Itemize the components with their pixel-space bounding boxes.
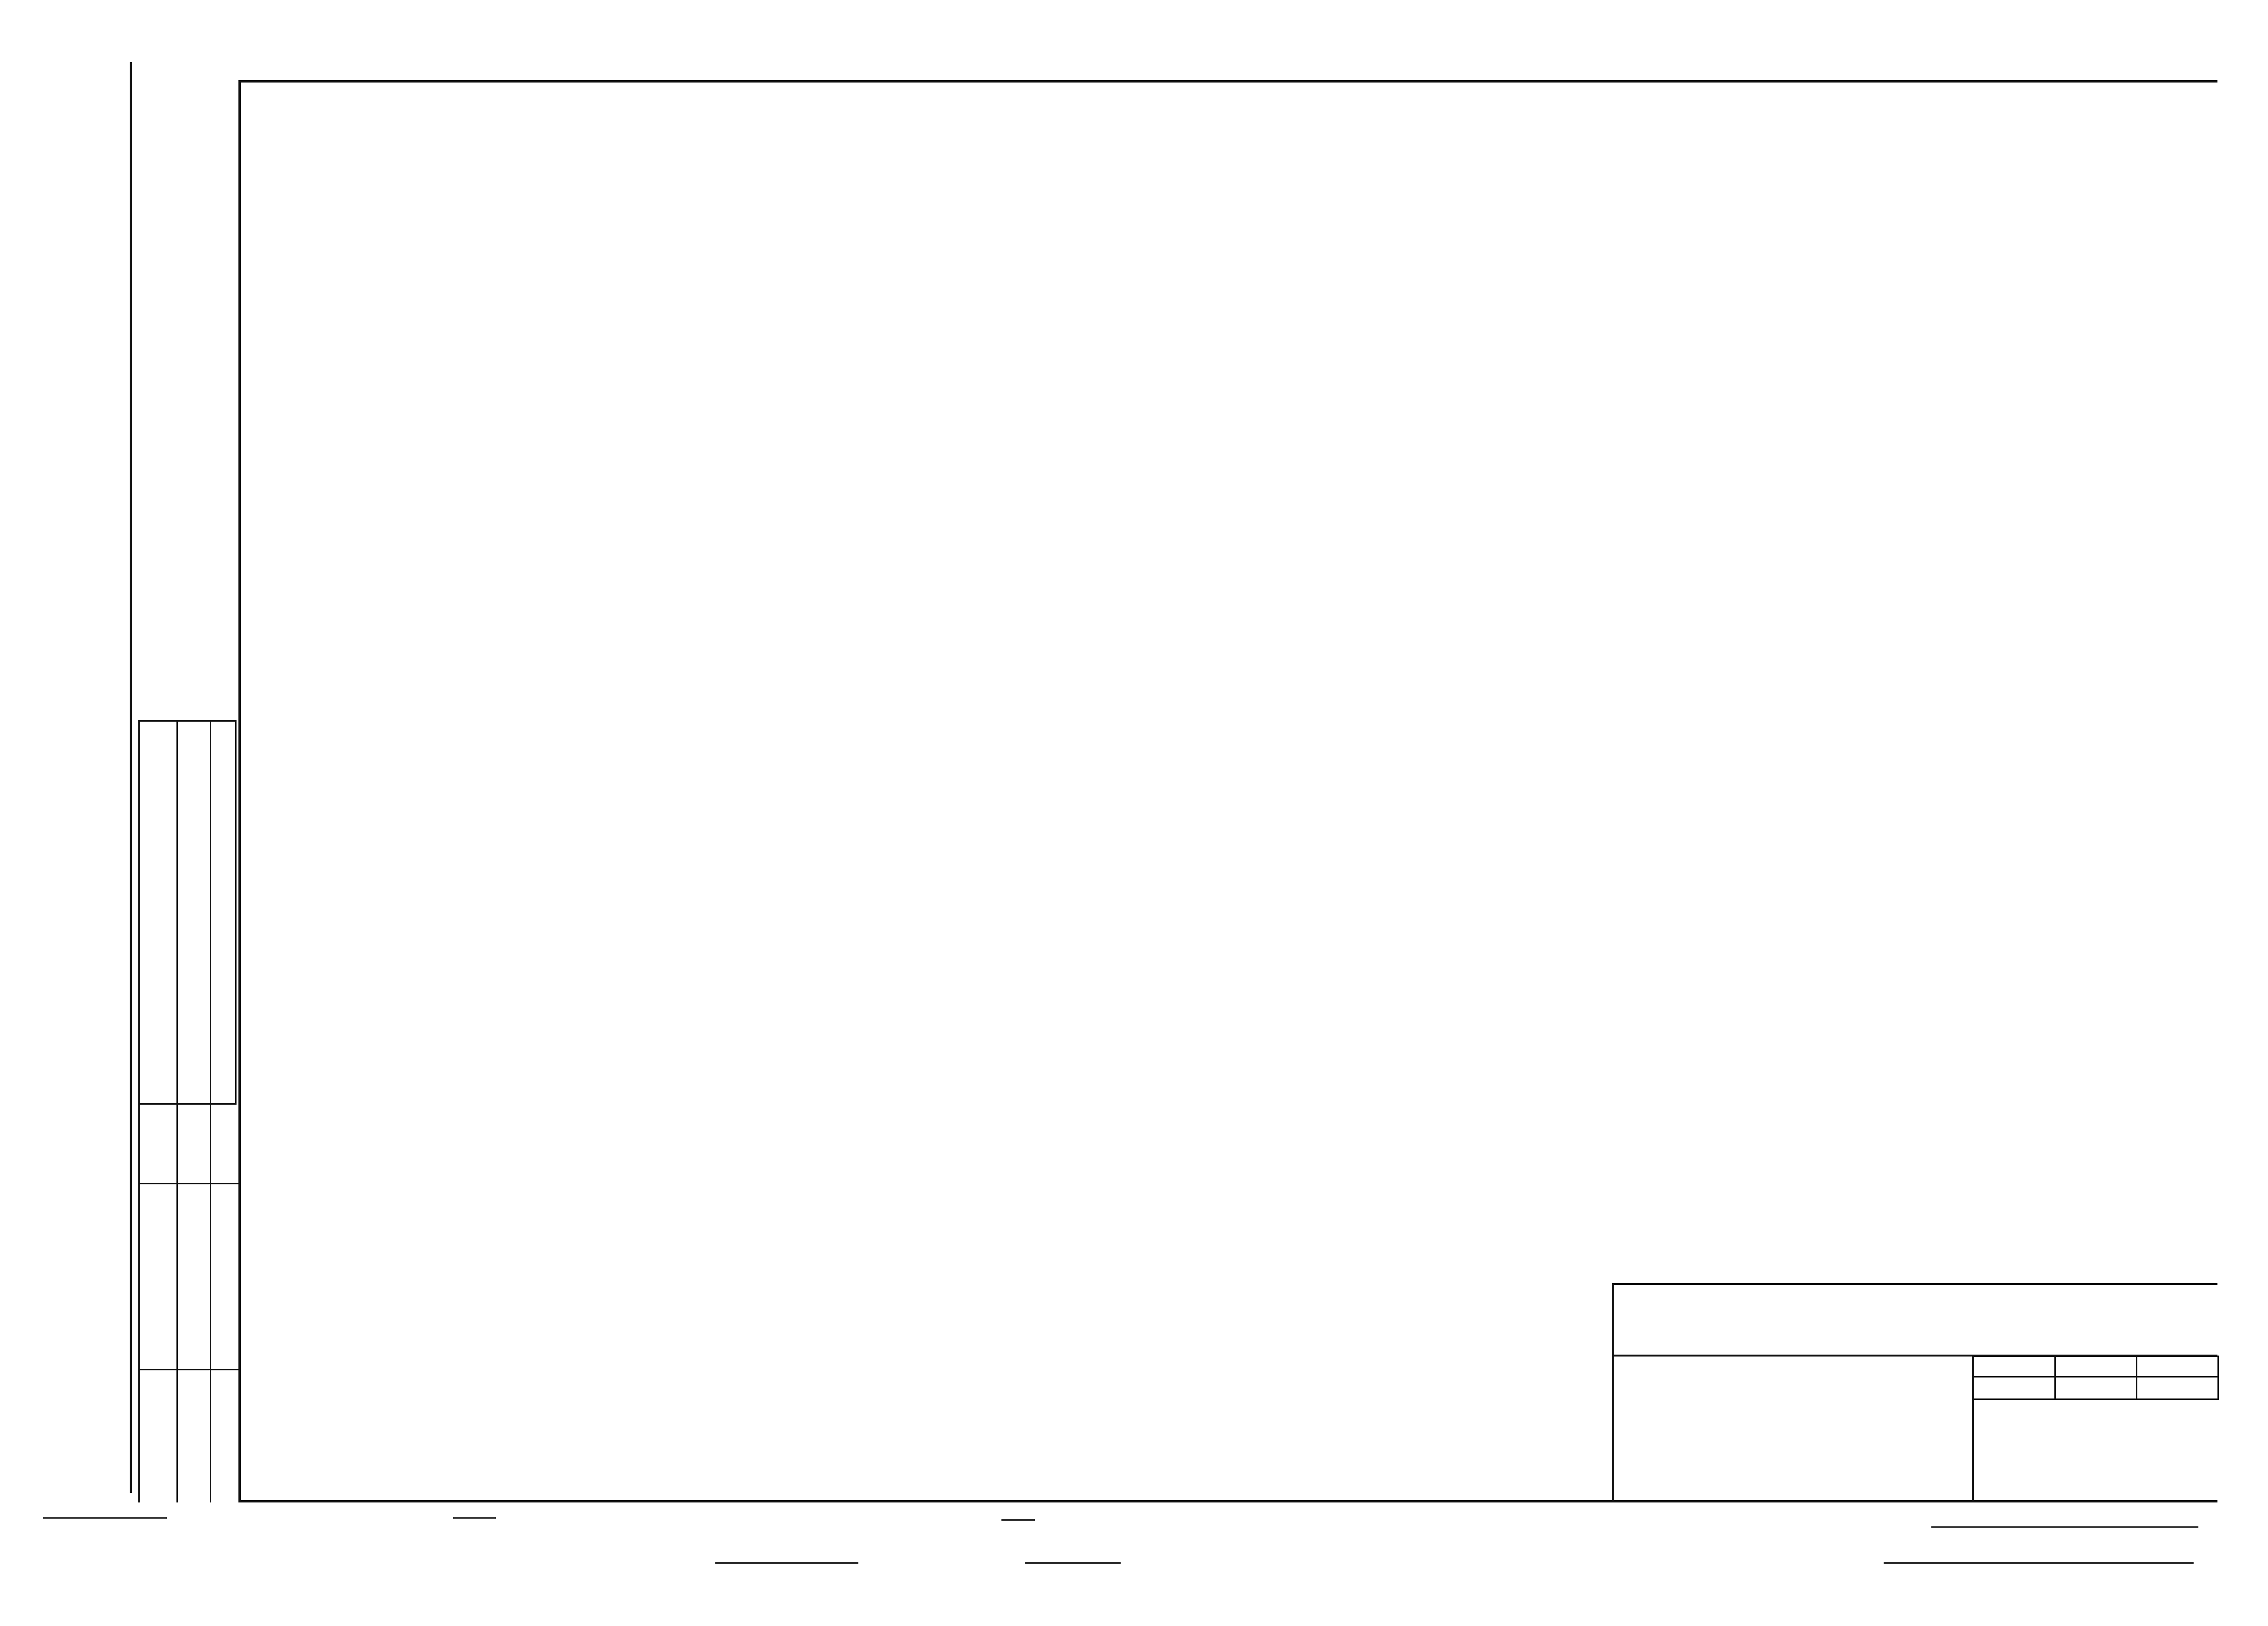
frame-left-line [238,80,241,1502]
scan-artifact [1931,1526,2198,1528]
binding-margin-line [130,62,132,1493]
scan-artifact [715,1562,858,1564]
side-stamp-agreed [138,720,237,1105]
side-stamp-border [138,1102,140,1502]
scan-artifact [453,1517,496,1519]
frame-top-line [238,80,2217,83]
side-stamp-divider [176,720,178,1502]
side-stamp-divider [138,1369,238,1370]
sheets-header [2137,1357,2218,1377]
stage-sheet-block [1973,1356,2219,1400]
sheet-value [2055,1377,2137,1399]
scan-artifact [1884,1562,2194,1564]
scan-artifact [43,1517,167,1519]
title-block-border [1612,1283,2217,1285]
stage-value [1974,1377,2055,1399]
frame-bottom-line [238,1500,2217,1502]
scan-artifact [1025,1562,1121,1564]
stage-header [1974,1357,2055,1377]
side-stamp-divider [210,720,211,1502]
scan-artifact [1001,1519,1035,1521]
title-block-border [1612,1283,1614,1500]
sheets-value [2137,1377,2218,1399]
sheet-header [2055,1357,2137,1377]
side-stamp-divider [138,1183,238,1184]
